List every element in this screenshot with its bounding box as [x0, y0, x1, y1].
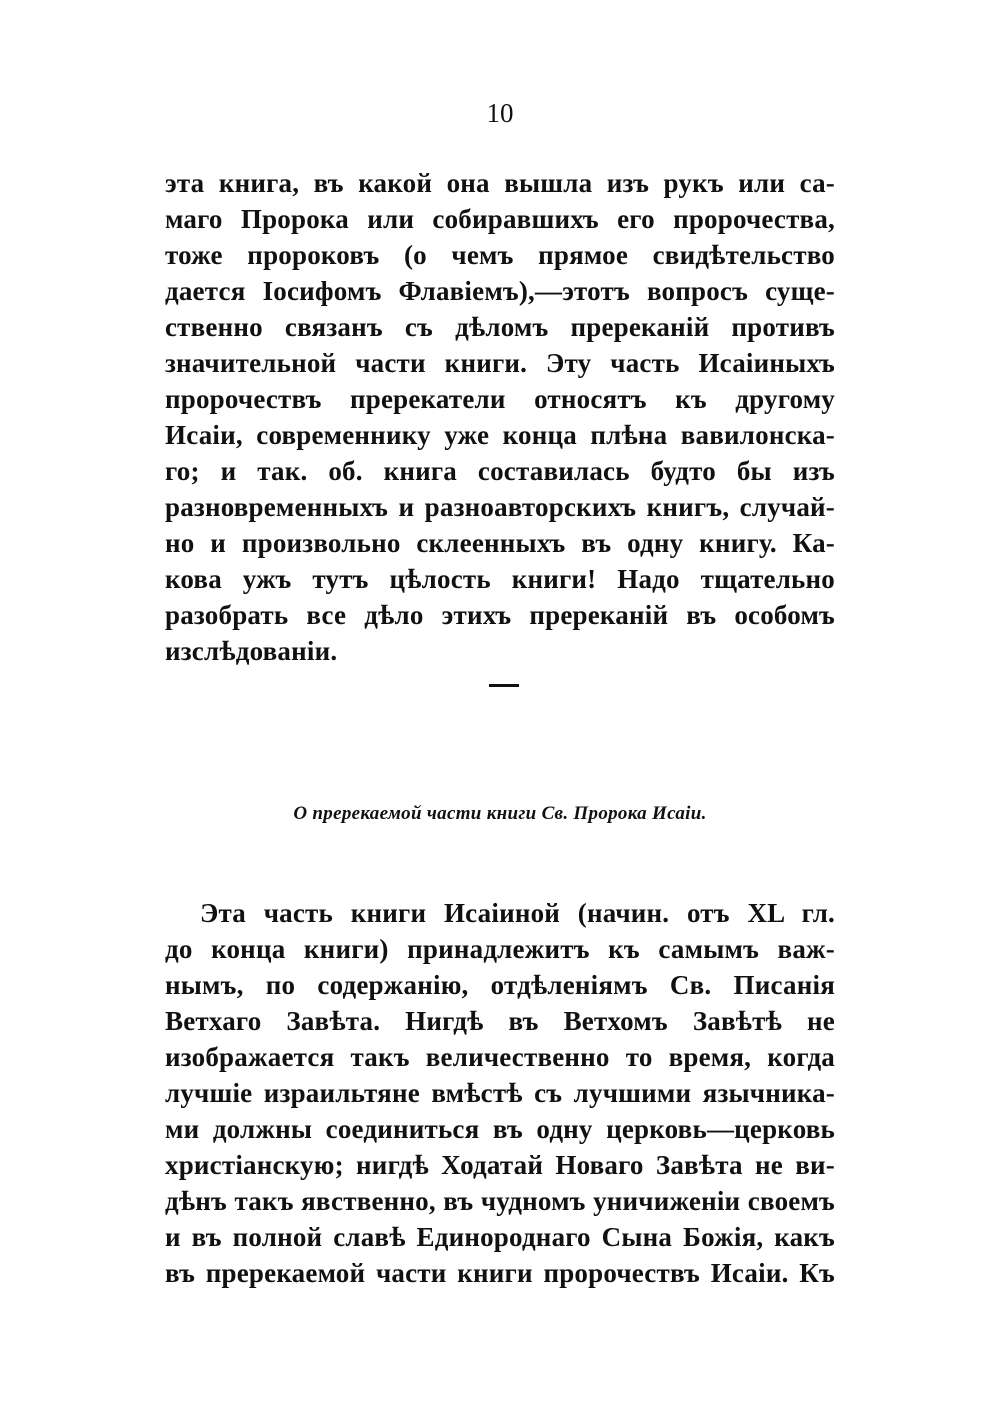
text-line: эта книга, въ какой она вышла изъ рукъ или са- — [165, 168, 835, 198]
text-line: Исаіи, современнику уже конца плѣна вавилонска- — [165, 420, 835, 450]
text-line: христіанскую; нигдѣ Ходатай Новаго Завѣта не ви- — [165, 1150, 835, 1180]
text-line: но и произвольно склеенныхъ въ одну книгу. Ка- — [165, 528, 835, 558]
text-line: изслѣдованіи. — [165, 636, 338, 666]
section-divider — [489, 684, 519, 687]
text-line: значительной части книги. Эту часть Исаіиныхъ — [165, 348, 835, 378]
text-line: и въ полной славѣ Единороднаго Сына Божія, какъ — [165, 1222, 835, 1252]
text-line: ми должны соединиться въ одну церковь—церковь — [165, 1114, 835, 1144]
text-line: ственно связанъ съ дѣломъ пререканій противъ — [165, 312, 835, 342]
text-line: Ветхаго Завѣта. Нигдѣ въ Ветхомъ Завѣтѣ не — [165, 1006, 835, 1036]
text-line: нымъ, по содержанію, отдѣленіямъ Св. Писанія — [165, 970, 835, 1000]
text-line: до конца книги) принадлежитъ къ самымъ важ- — [165, 934, 835, 964]
page-number: 10 — [486, 98, 514, 128]
section-heading: О пререкаемой части книги Св. Пророка Исаіи. — [293, 803, 707, 824]
text-line: въ пререкаемой части книги пророчествъ Исаіи. Къ — [165, 1258, 835, 1288]
text-line: кова ужъ тутъ цѣлость книги! Надо тщательно — [165, 564, 835, 594]
text-line: тоже пророковъ (о чемъ прямое свидѣтельство — [165, 240, 835, 270]
text-line: дѣнъ такъ явственно, въ чудномъ уничиженіи своемъ — [165, 1186, 835, 1216]
text-line: разобрать все дѣло этихъ пререканій въ особомъ — [165, 600, 835, 630]
text-line: дается Іосифомъ Флавіемъ),—этотъ вопросъ суще- — [165, 276, 835, 306]
text-line: Эта часть книги Исаіиной (начин. отъ XL гл. — [200, 898, 835, 928]
text-line: лучшіе израильтяне вмѣстѣ съ лучшими язычника- — [165, 1078, 835, 1108]
text-line: изображается такъ величественно то время, когда — [165, 1042, 835, 1072]
text-line: маго Пророка или собиравшихъ его пророчества, — [165, 204, 835, 234]
text-line: разновременныхъ и разноавторскихъ книгъ, случай- — [165, 492, 835, 522]
text-line: го; и так. об. книга составилась будто бы изъ — [165, 456, 835, 486]
text-line: пророчествъ пререкатели относятъ къ другому — [165, 384, 835, 414]
